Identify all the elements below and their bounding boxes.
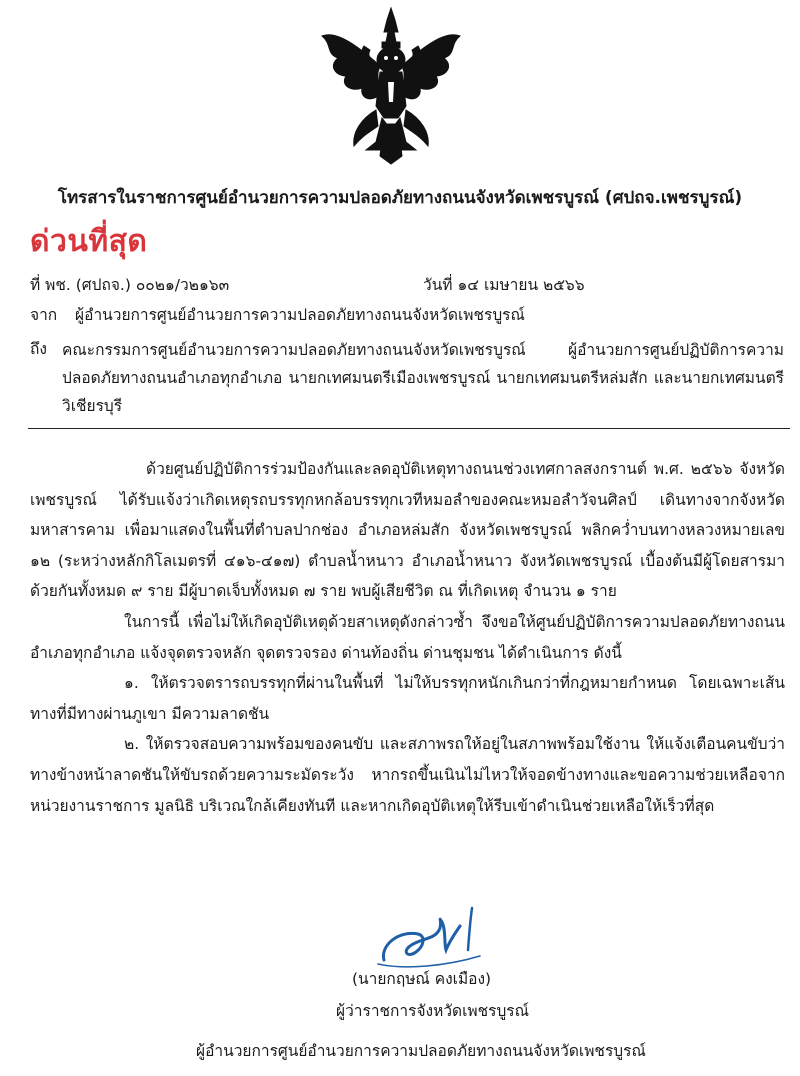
signatory-position-1: ผู้ว่าราชการจังหวัดเพชรบูรณ์ [336, 1002, 529, 1020]
list-item-2: ๒. ให้ตรวจสอบความพร้อมของคนขับ และสภาพรถให้อยู่ในสภาพพร้อมใช้งาน ให้แจ้งเตือนคนขับว่าทางข้างหน้าลาดชันให้ขับรถด้วยความระมัดระวัง หากรถขึ้นเนินไม่ไหวให้จอดข้างทางและขอความช่วยเหลือจากหน่วยงานราชการ มูลนิธิ บริเวณใกล้เคียงทันที และหากเกิดอุบัติเหตุให้รีบเข้าดำเนินช่วยเหลือให้เร็วที่สุด [30, 735, 785, 815]
signatory-name: (นายกฤษณ์ คงเมือง) [352, 970, 492, 988]
reference-number: ที่ พช. (ศปถจ.) ๐๐๒๑/ว๒๑๖๓ [30, 276, 230, 294]
from-label: จาก [30, 306, 58, 324]
document-date: วันที่ ๑๔ เมษายน ๒๕๖๖ [423, 276, 585, 294]
header-divider [28, 428, 790, 429]
to-label: ถึง [30, 340, 47, 358]
document-title: โทรสารในราชการศูนย์อำนวยการความปลอดภัยทางถนนจังหวัดเพชรบูรณ์ (ศปถจ.เพชรบูรณ์) [57, 188, 743, 208]
handwritten-signature [376, 900, 496, 972]
paragraph-1: ด้วยศูนย์ปฏิบัติการร่วมป้องกันและลดอุบัติเหตุทางถนนช่วงเทศกาลสงกรานต์ พ.ศ. ๒๕๖๖ จังหวัดเพชรบูรณ์ ได้รับแจ้งว่าเกิดเหตุรถบรรทุกหกล้อบรรทุกเวทีหมอลำของคณะหมอลำวัจนศิลป์ เดินทางจากจังหวัดมหาสารคาม เพื่อมาแสดงในพื้นที่ตำบลปากช่อง อำเภอหล่มสัก จังหวัดเพชรบูรณ์ พลิกคว่ำบนทางหลวงหมายเลข ๑๒ (ระหว่างหลักกิโลเมตรที่ ๔๑๖-๔๑๗) ตำบลน้ำหนาว อำเภอน้ำหนาว จังหวัดเพชรบูรณ์ เบื้องต้นมีผู้โดยสารมาด้วยกันทั้งหมด ๙ ราย มีผู้บาดเจ็บทั้งหมด ๗ ราย พบผู้เสียชีวิต ณ ที่เกิดเหตุ จำนวน ๑ ราย [30, 460, 785, 601]
urgency-stamp: ด่วนที่สุด [30, 224, 148, 259]
signatory-position-2: ผู้อำนวยการศูนย์อำนวยการความปลอดภัยทางถนนจังหวัดเพชรบูรณ์ [196, 1042, 646, 1060]
memo-body [30, 454, 785, 821]
to-text: คณะกรรมการศูนย์อำนวยการความปลอดภัยทางถนนจังหวัดเพชรบูรณ์ ผู้อำนวยการศูนย์ปฏิบัติการความปลอดภัยทางถนนอำเภอทุกอำเภอ นายกเทศมนตรีเมืองเพชรบูรณ์ นายกเทศมนตรีหล่มสัก และนายกเทศมนตรีวิเชียรบุรี [62, 341, 784, 415]
from-text: ผู้อำนวยการศูนย์อำนวยการความปลอดภัยทางถนนจังหวัดเพชรบูรณ์ [75, 306, 525, 324]
paragraph-2: ในการนี้ เพื่อไม่ให้เกิดอุบัติเหตุด้วยสาเหตุดังกล่าวซ้ำ จึงขอให้ศูนย์ปฏิบัติการความปลอดภัยทางถนนอำเภอทุกอำเภอ แจ้งจุดตรวจหลัก จุดตรวจรอง ด่านท้องถิ่น ด่านชุมชน ได้ดำเนินการ ดังนี้ [30, 612, 785, 662]
garuda-emblem-icon [318, 6, 464, 166]
list-item-1: ๑. ให้ตรวจตรารถบรรทุกที่ผ่านในพื้นที่ ไม่ให้บรรทุกหนักเกินกว่าที่กฎหมายกำหนด โดยเฉพาะเส้นทางที่มีทางผ่านภูเขา มีความลาดชัน [30, 674, 785, 723]
from-line [30, 302, 525, 327]
